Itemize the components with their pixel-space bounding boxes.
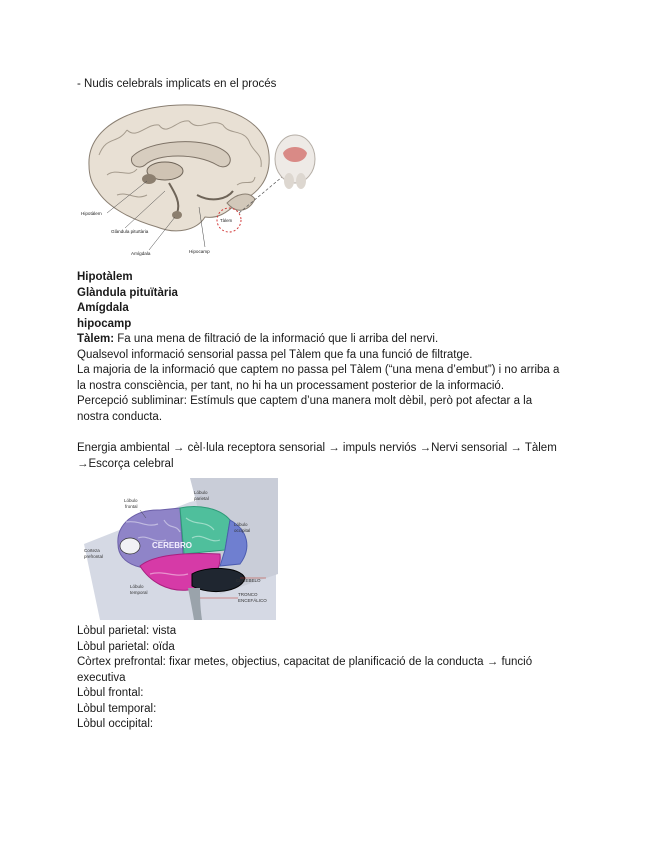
label-tronco-2: ENCEFÁLICO bbox=[238, 598, 267, 603]
talem-term: Tàlem: bbox=[77, 333, 115, 345]
label-talem: Tàlem bbox=[220, 218, 233, 223]
paragraph-line: Percepció subliminar: Estímuls que captem d’una manera molt dèbil, però pot afectar a la bbox=[77, 395, 533, 407]
lobe-line: Lòbul temporal: bbox=[77, 702, 157, 715]
label-tronco: TRONCO bbox=[238, 592, 258, 597]
term-amigdala: Amígdala bbox=[77, 302, 129, 314]
pathway-line: →Escorça celebral bbox=[77, 457, 174, 470]
label-lobulo-temporal-2: temporal bbox=[130, 590, 148, 595]
label-cerebro: CEREBRO bbox=[152, 541, 193, 550]
lobe-line: Lòbul parietal: vista bbox=[77, 625, 177, 637]
lobe-line: Lòbul frontal: bbox=[77, 687, 144, 699]
label-lobulo-occipital: Lóbulo bbox=[234, 522, 248, 527]
label-cerebelo: CEREBELO bbox=[236, 578, 261, 583]
term-hipotalem: Hipotàlem bbox=[77, 271, 133, 283]
label-lobulo-temporal: Lóbulo bbox=[130, 584, 144, 589]
talem-def: Fa una mena de filtració de la informació que li arriba del nervi. bbox=[114, 333, 439, 345]
paragraph-line: Qualsevol informació sensorial passa pel Tàlem que fa una funció de filtratge. bbox=[77, 348, 473, 361]
label-hipotalem: Hipotàlem bbox=[81, 211, 102, 216]
label-corteza-prefrontal: Corteza bbox=[84, 548, 100, 553]
section-heading: - Nudis celebrals implicats en el procés bbox=[77, 78, 277, 90]
lobe-line: executiva bbox=[77, 671, 126, 684]
pathway-line: Energia ambiental → cèl·lula receptora sensorial → impuls nerviós →Nervi sensorial → Tàlem bbox=[77, 442, 557, 454]
label-hipocamp: Hipocamp bbox=[189, 249, 210, 254]
label-glandula: Glàndula pituïtària bbox=[111, 229, 149, 234]
term-glandula: Glàndula pituïtària bbox=[77, 286, 178, 299]
label-corteza-prefrontal-2: prefrontal bbox=[84, 554, 104, 559]
lobe-line: Lòbul parietal: oïda bbox=[77, 640, 175, 653]
label-lobulo-parietal: Lóbulo bbox=[194, 490, 208, 495]
label-lobulo-frontal: Lóbulo bbox=[124, 498, 138, 503]
label-lobulo-frontal-2: frontal bbox=[125, 504, 138, 509]
label-amigdala: Amígdala bbox=[131, 251, 151, 256]
lobe-line: Còrtex prefrontal: fixar metes, objectius, capacitat de planificació de la conducta → funció bbox=[77, 656, 533, 668]
label-lobulo-parietal-2: parietal bbox=[194, 496, 209, 501]
paragraph-line: La majoria de la informació que captem no passa pel Tàlem (“una mena d’embut”) i no arriba a bbox=[77, 364, 560, 376]
lobe-line: Lòbul occipital: bbox=[77, 718, 154, 730]
paragraph-line: nostra conducta. bbox=[77, 410, 163, 423]
term-hipocamp: hipocamp bbox=[77, 317, 132, 330]
label-lobulo-occipital-2: occipital bbox=[234, 528, 251, 533]
talem-definition bbox=[77, 332, 438, 348]
brain-lobes-figure bbox=[80, 474, 278, 622]
paragraph-line: la nostra consciència, per tant, no hi ha un processament posterior de la informació. bbox=[77, 379, 505, 392]
limbic-brain-figure bbox=[77, 95, 325, 263]
